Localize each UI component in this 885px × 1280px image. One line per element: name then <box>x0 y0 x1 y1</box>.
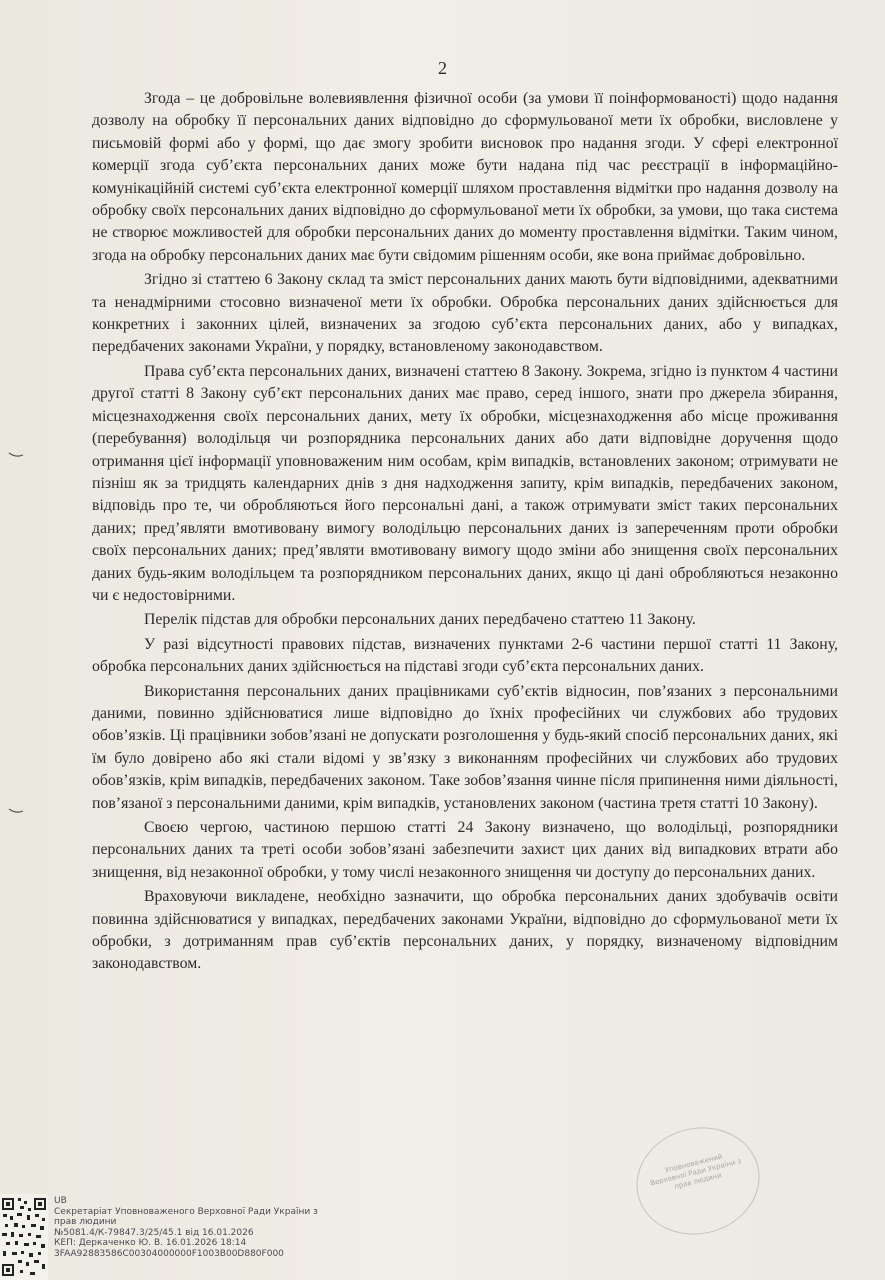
paragraph-consent-definition: Згода – це добровільне волевиявлення фізичної особи (за умови її поінформованості) щодо надання дозволу на обробку її персональних даних відповідно до сформульованої мети їх обробки, висловлене у письмовій формі або у формі, що дає змогу зробити висновок про надання згоди. У сфері електронної комерції згода суб’єкта персональних даних може бути надана під час реєстрації в інформаційно-комунікаційній системі суб’єкта електронної комерції шляхом проставлення відмітки про надання дозволу на обробку своїх персональних даних відповідно до сформульованої мети їх обробки, за умови, що така система не створює можливостей для обробки персональних даних до моменту проставлення відмітки. Таким чином, згода на обробку персональних даних має бути свідомим рішенням особи, яке вона приймає добровільно. <box>92 90 838 264</box>
paragraph-no-legal-grounds: У разі відсутності правових підстав, визначених пунктами 2-6 частини першої статті 11 Закону, обробка персональних даних здійснюється на підставі згоди суб’єкта персональних даних. <box>92 635 838 676</box>
stamp-text: Уповноважений Верховної Ради України з прав людини <box>649 1152 743 1191</box>
paragraph-article-6: Згідно зі статтею 6 Закону склад та зміст персональних даних мають бути відповідними, адекватними та ненадмірними стосовно визначеної мети їх обробки. Обробка персональних даних здійснюється для конкретних і законних цілей, визначених за згодою суб’єкта персональних даних, або у випадках, передбачених законами України, у порядку, встановленому законодавством. <box>92 271 838 356</box>
paragraph-subject-rights: Права суб’єкта персональних даних, визначені статтею 8 Закону. Зокрема, згідно із пунктом 4 частини другої статті 8 Закону суб’єкт персональних даних має право, серед іншого, знати про джерела збирання, місцезнаходження своїх персональних даних, мету їх обробки, місцезнаходження або місце проживання (перебування) володільця чи розпорядника персональних даних або дати відповідне доручення щодо отримання цієї інформації уповноваженим ним особам, крім випадків, встановлених законом; отримувати не пізніш як за тридцять календарних днів з дня надходження запиту, крім випадків, передбачених законом, відповідь про те, чи обробляються його персональні дані, а також отримувати зміст таких персональних даних; пред’являти вмотивовану вимогу володільцю персональних даних із запереченням проти обробки своїх персональних даних; пред’являти вмотивовану вимогу щодо зміни або знищення своїх персональних даних будь-яким володільцем та розпорядником персональних даних, якщо ці дані обробляються незаконно чи є недостовірними. <box>92 362 838 604</box>
registration-organization-cont: прав людини <box>54 1217 117 1228</box>
paragraph-conclusion: Враховуючи викладене, необхідно зазначити, що обробка персональних даних здобувачів освіти повинна здійснюватися у випадках, передбачених законами України, відповідно до сформульованої мети їх обробки, з дотриманням прав суб’єктів персональних даних, у порядку, визначеному відповідним законодавством. <box>92 888 838 973</box>
registration-signature: КЕП: Деркаченко Ю. В. 16.01.2026 18:14 <box>54 1238 247 1249</box>
document-body <box>92 88 838 978</box>
registration-organization: Секретаріат Уповноваженого Верховної Ради України з <box>54 1206 318 1217</box>
paragraph-employees-use: Використання персональних даних працівниками суб’єктів відносин, пов’язаних з персональними даними, повинно здійснюватися лише відповідно до їхніх професійних чи службових або трудових обов’язків. Ці працівники зобов’язані не допускати розголошення у будь-який спосіб персональних даних, які їм було довірено або які стали відомі у зв’язку з виконанням професійних чи службових або трудових обов’язків, крім випадків, передбачених законом. Таке зобов’язання чинне після припинення ними діяльності, пов’язаної з персональними даними, крім випадків, установлених законом (частина третя статті 10 Закону). <box>92 682 838 812</box>
registration-number: №5081.4/К-79847.3/25/45.1 від 16.01.2026 <box>54 1227 254 1238</box>
registration-code: UB <box>54 1196 67 1206</box>
paragraph-article-24: Своєю чергою, частиною першою статті 24 Закону визначено, що володільці, розпорядники персональних даних та треті особи зобов’язані забезпечити захист цих даних від випадкових втрати або знищення, від незаконної обробки, у тому числі незаконного знищення чи доступу до персональних даних. <box>92 819 838 881</box>
pen-mark-icon <box>8 452 24 458</box>
registration-hash: 3FAA92883586C00304000000F1003B00D880F000 <box>54 1248 284 1259</box>
qr-code-icon <box>0 1194 48 1280</box>
registration-block <box>0 1194 420 1280</box>
registration-text <box>54 1196 414 1260</box>
page-number: 2 <box>438 58 447 78</box>
pen-mark-icon <box>8 808 24 814</box>
paragraph-article-11: Перелік підстав для обробки персональних даних передбачено статтею 11 Закону. <box>144 611 696 629</box>
official-stamp <box>625 1115 771 1248</box>
